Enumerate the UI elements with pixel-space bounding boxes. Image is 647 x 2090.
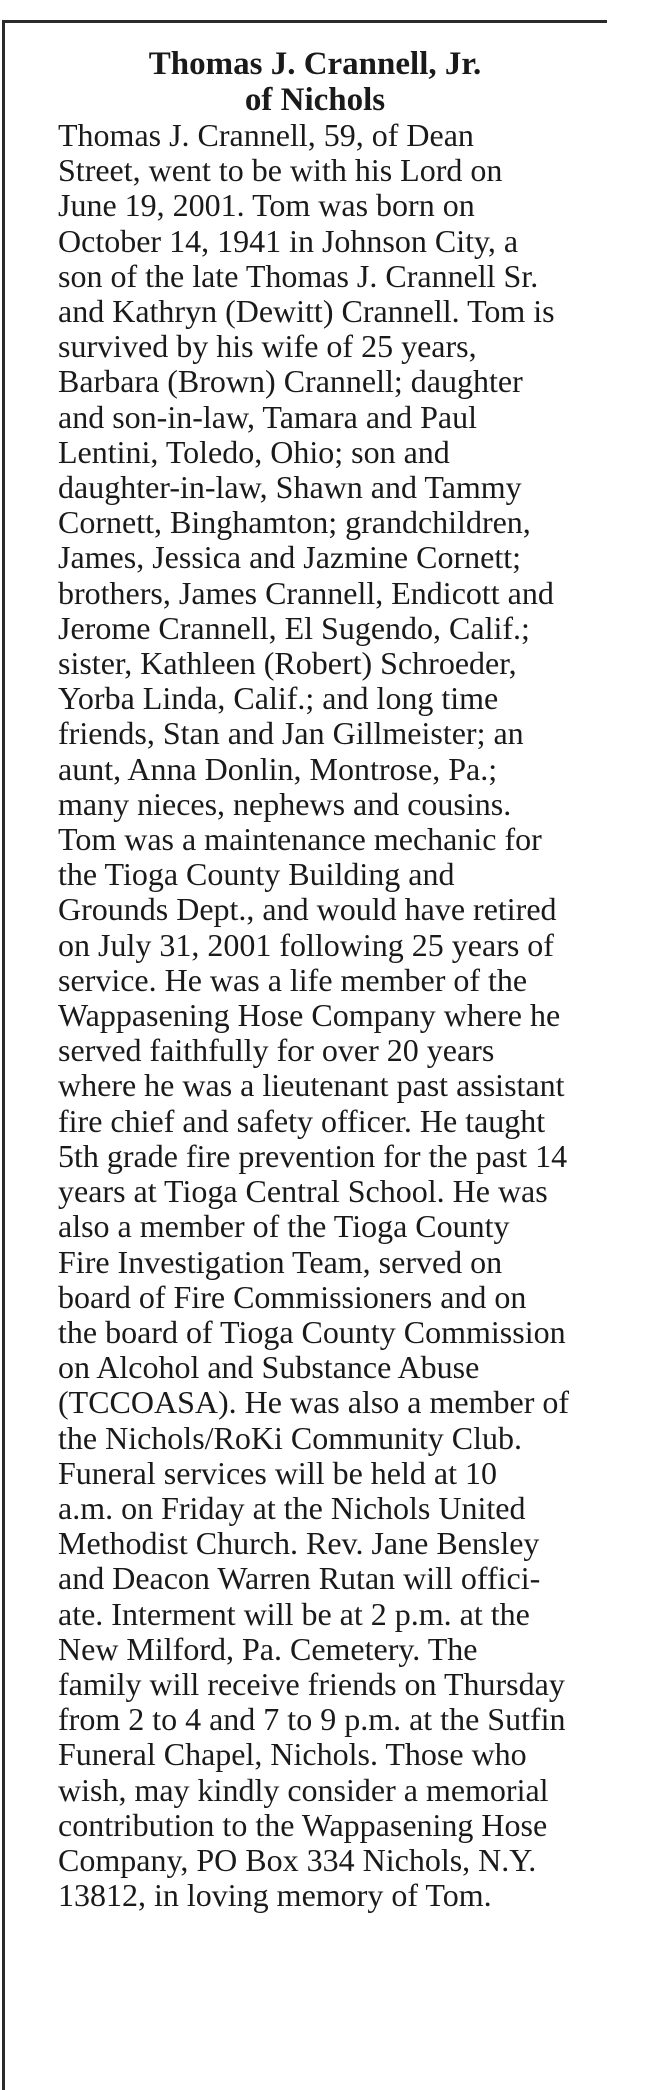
text-line: service. He was a life member of the [58,961,528,998]
text-line: years at Tioga Central School. He was [58,1173,548,1210]
text-line: on Alcohol and Substance Abuse [58,1349,480,1386]
headline-line-2: of Nichols [244,82,386,118]
text-line: Thomas J. Crannell, 59, of Dean [58,117,474,153]
text-line: Wappasening Hose Company where he [58,997,561,1034]
top-column-rule [2,20,607,23]
text-line: on July 31, 2001 following 25 years of [58,926,554,963]
text-line: James, Jessica and Jazmine Cornett; [58,539,521,576]
text-line: fire chief and safety officer. He taught [58,1102,546,1139]
headline [38,46,592,118]
text-line: and son-in-law, Tamara and Paul [58,398,477,435]
text-line: October 14, 1941 in Johnson City, a [58,222,519,259]
text-line: ate. Interment will be at 2 p.m. at the [58,1595,530,1632]
text-line: also a member of the Tioga County [58,1208,510,1245]
headline-line-1: Thomas J. Crannell, Jr. [148,46,482,82]
text-line: served faithfully for over 20 years [58,1032,495,1069]
text-line: Grounds Dept., and would have retired [58,891,557,928]
text-line: wish, may kindly consider a memorial [58,1771,549,1808]
text-line: contribution to the Wappasening Hose [58,1806,548,1843]
text-line: Funeral services will be held at 10 [58,1454,497,1491]
text-line: Yorba Linda, Calif.; and long time [58,680,499,717]
text-line: Cornett, Binghamton; grandchildren, [58,504,531,541]
text-line: a.m. on Friday at the Nichols United [58,1489,526,1526]
text-line: daughter-in-law, Shawn and Tammy [58,469,522,506]
text-line: Company, PO Box 334 Nichols, N.Y. [58,1841,537,1878]
paragraph-2 [38,1456,592,1914]
text-line: family will receive friends on Thursday [58,1665,565,1702]
paragraph-1 [38,118,592,1456]
text-line: Methodist Church. Rev. Jane Bensley [58,1525,540,1562]
text-line: the Nichols/RoKi Community Club. [58,1419,523,1456]
text-line: New Milford, Pa. Cemetery. The [58,1630,478,1667]
text-line: (TCCOASA). He was also a member of [58,1384,569,1421]
text-line: Jerome Crannell, El Sugendo, Calif.; [58,609,530,646]
text-line: June 19, 2001. Tom was born on [58,187,475,224]
text-line: where he was a lieutenant past assistant [58,1067,565,1104]
text-line: and Deacon Warren Rutan will offici- [58,1560,541,1597]
text-line: Tom was a maintenance mechanic for [58,821,542,858]
text-line: aunt, Anna Donlin, Montrose, Pa.; [58,750,498,787]
text-line: board of Fire Commissioners and on [58,1278,527,1315]
text-line: Funeral Chapel, Nichols. Those who [58,1736,527,1773]
text-line: 5th grade fire prevention for the past 14 [58,1137,568,1174]
text-line: brothers, James Crannell, Endicott and [58,574,554,611]
text-line: friends, Stan and Jan Gillmeister; an [58,715,524,752]
left-column-rule [2,20,5,2090]
text-line: from 2 to 4 and 7 to 9 p.m. at the Sutfin [58,1701,566,1738]
article-body [38,118,592,1913]
text-line: survived by his wife of 25 years, [58,328,477,365]
text-line: the board of Tioga County Commission [58,1313,566,1350]
text-line: sister, Kathleen (Robert) Schroeder, [58,645,517,682]
text-line: son of the late Thomas J. Crannell Sr. [58,257,539,294]
text-line: and Kathryn (Dewitt) Crannell. Tom is [58,293,555,330]
text-line: Street, went to be with his Lord on [58,152,503,189]
text-line: 13812, in loving memory of Tom. [58,1877,492,1914]
obituary-article [38,46,592,1913]
text-line: Lentini, Toledo, Ohio; son and [58,433,450,470]
text-line: Barbara (Brown) Crannell; daughter [58,363,523,400]
text-line: the Tioga County Building and [58,856,455,893]
text-line: Fire Investigation Team, served on [58,1243,503,1280]
text-line: many nieces, nephews and cousins. [58,785,512,822]
